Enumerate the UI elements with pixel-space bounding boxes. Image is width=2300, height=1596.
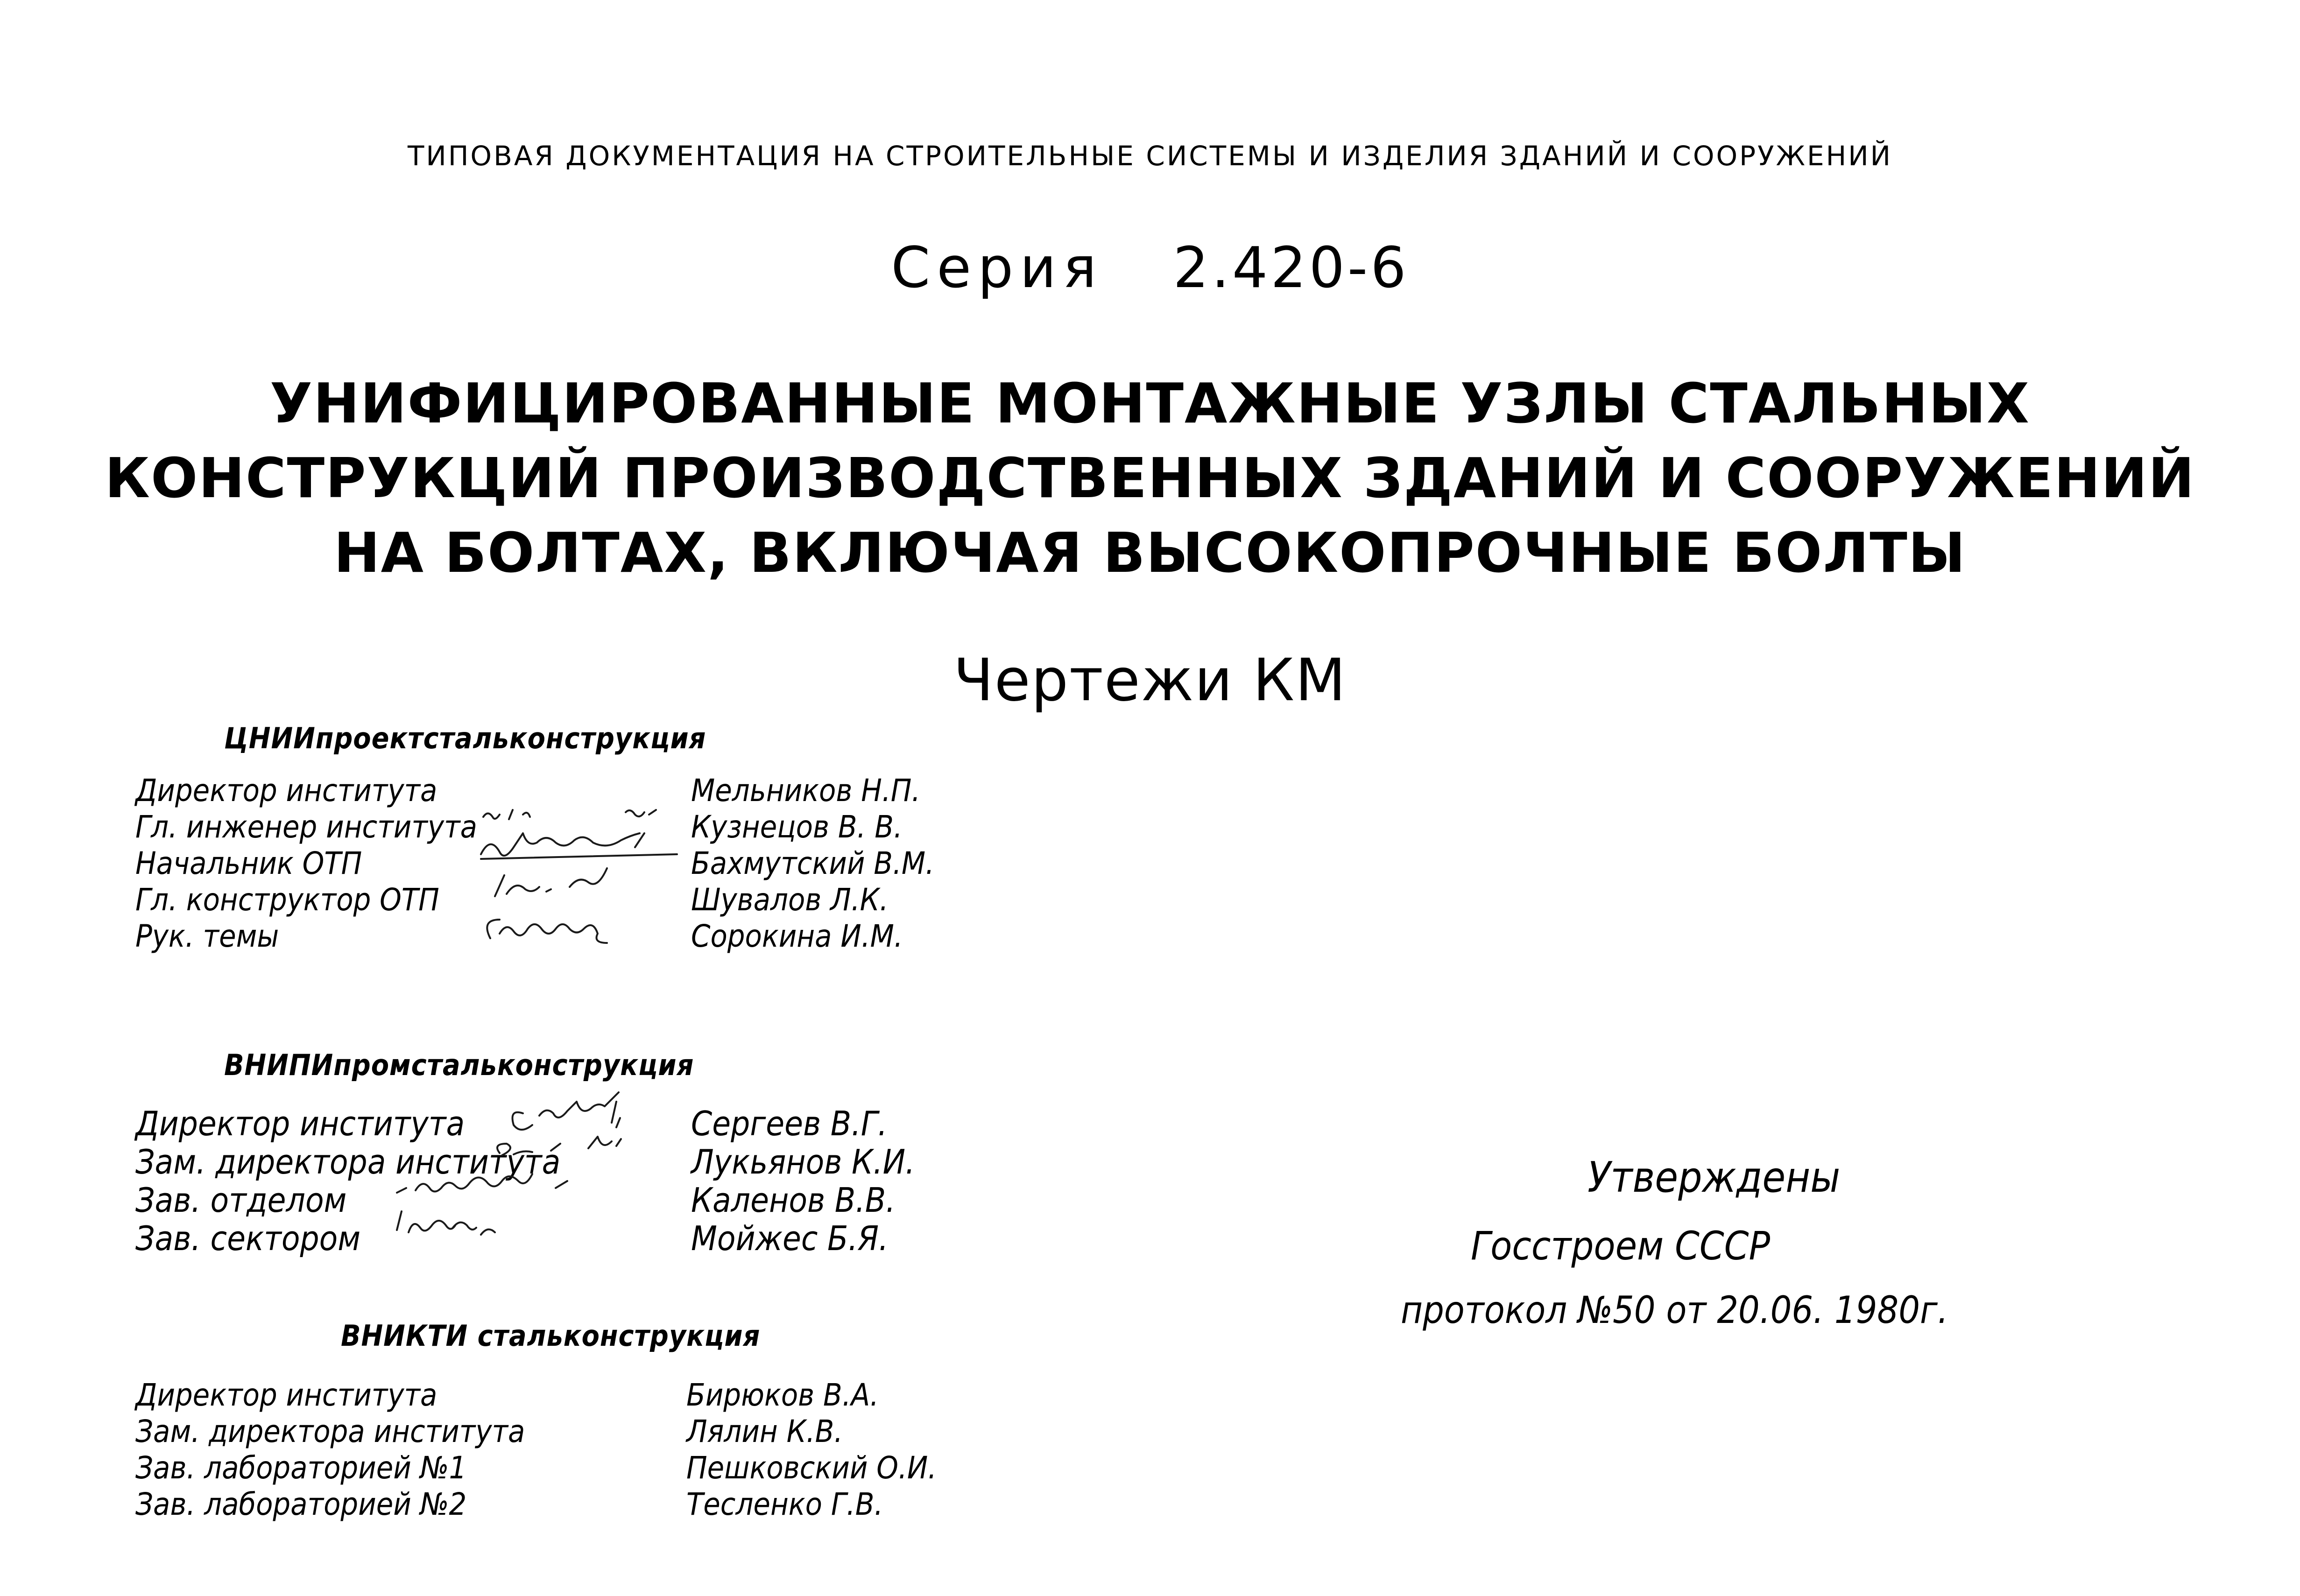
staff-role: Зав. отделом (135, 1181, 347, 1220)
staff-person: Мойжес Б.Я. (691, 1219, 889, 1258)
staff-person: Бирюков В.А. (686, 1377, 879, 1413)
organization-name-1: ЦНИИпроектстальконструкция (224, 721, 706, 755)
staff-role: Директор института (135, 1104, 465, 1143)
staff-person: Тесленко Г.В. (686, 1486, 883, 1522)
staff-person: Пешковский О.И. (686, 1450, 937, 1486)
staff-role: Зав. сектором (135, 1219, 361, 1258)
staff-role: Зам. директора института (135, 1142, 561, 1181)
title-line-2: КОНСТРУКЦИЙ ПРОИЗВОДСТВЕННЫХ ЗДАНИЙ И СООРУЖЕНИЙ (105, 446, 2195, 510)
series-label: Серия (891, 236, 1103, 301)
staff-person: Мельников Н.П. (691, 773, 921, 809)
staff-role: Директор института (135, 773, 437, 809)
staff-role: Гл. конструктор ОТП (135, 882, 439, 918)
staff-role: Зав. лабораторией №1 (135, 1450, 467, 1486)
staff-role: Рук. темы (135, 918, 279, 954)
staff-person: Бахмутский В.М. (691, 845, 934, 881)
title-line-3: НА БОЛТАХ, ВКЛЮЧАЯ ВЫСОКОПРОЧНЫЕ БОЛТЫ (333, 520, 1967, 585)
series-designation (0, 236, 2300, 301)
approval-authority: Госстроем СССР (1471, 1223, 1771, 1269)
staff-person: Лялин К.В. (686, 1413, 843, 1449)
staff-person: Лукьянов К.И. (691, 1142, 915, 1181)
title-line-1: УНИФИЦИРОВАННЫЕ МОНТАЖНЫЕ УЗЛЫ СТАЛЬНЫХ (270, 371, 2030, 436)
signature-image (383, 1095, 710, 1253)
organization-name-3: ВНИКТИ стальконструкция (341, 1319, 761, 1353)
approval-status: Утверждены (1587, 1153, 1841, 1202)
staff-list-3 (0, 1377, 937, 1536)
signature-image (481, 803, 682, 957)
staff-list-1 (0, 773, 934, 978)
drawings-label: Чертежи КМ (953, 647, 1347, 714)
staff-person: Каленов В.В. (691, 1181, 896, 1220)
staff-person: Сергеев В.Г. (691, 1104, 888, 1143)
staff-role: Зав. лабораторией №2 (135, 1486, 467, 1522)
staff-role: Зам. директора института (135, 1413, 525, 1449)
staff-person: Сорокина И.М. (691, 918, 903, 954)
staff-role: Гл. инженер института (135, 809, 477, 845)
series-number: 2.420-6 (1173, 236, 1409, 301)
approval-protocol: протокол №50 от 20.06. 1980г. (1401, 1288, 1948, 1332)
staff-role: Директор института (135, 1377, 437, 1413)
organization-name-2: ВНИПИпромстальконструкция (224, 1048, 694, 1082)
staff-role: Начальник ОТП (135, 845, 362, 881)
staff-person: Кузнецов В. В. (691, 809, 903, 845)
staff-person: Шувалов Л.К. (691, 882, 889, 918)
document-header: ТИПОВАЯ ДОКУМЕНТАЦИЯ НА СТРОИТЕЛЬНЫЕ СИСТЕМЫ И ИЗДЕЛИЯ ЗДАНИЙ И СООРУЖЕНИЙ (408, 140, 1892, 172)
